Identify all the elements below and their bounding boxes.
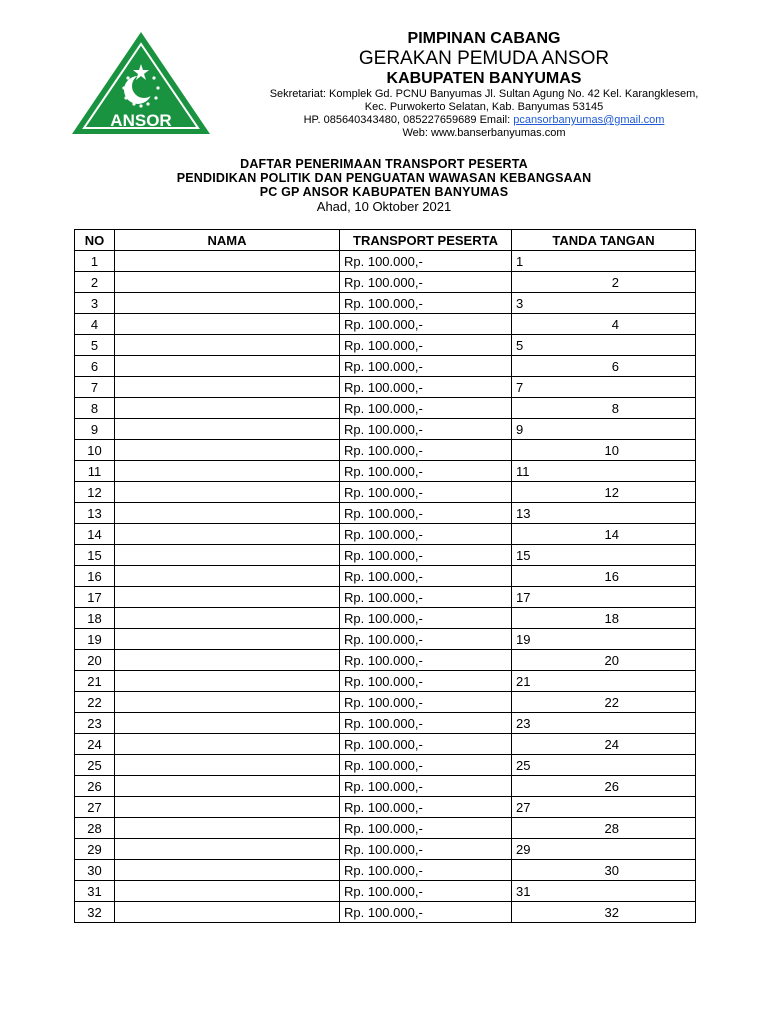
amount-cell: Rp. 100.000,- bbox=[340, 503, 512, 524]
name-cell[interactable] bbox=[115, 860, 340, 881]
org-line1: PIMPINAN CABANG bbox=[407, 30, 561, 47]
amount-cell: Rp. 100.000,- bbox=[340, 692, 512, 713]
table-row bbox=[75, 776, 696, 797]
amount-cell: Rp. 100.000,- bbox=[340, 587, 512, 608]
name-cell[interactable] bbox=[115, 608, 340, 629]
table-row bbox=[75, 818, 696, 839]
amount-cell: Rp. 100.000,- bbox=[340, 713, 512, 734]
amount-cell: Rp. 100.000,- bbox=[340, 293, 512, 314]
title-line2: PENDIDIKAN POLITIK DAN PENGUATAN WAWASAN KEBANGSAAN bbox=[176, 171, 592, 185]
signature-cell[interactable]: 5 bbox=[512, 335, 696, 356]
table-row bbox=[75, 356, 696, 377]
name-cell[interactable] bbox=[115, 755, 340, 776]
row-number: 11 bbox=[75, 461, 115, 482]
name-cell[interactable] bbox=[115, 503, 340, 524]
row-number: 21 bbox=[75, 671, 115, 692]
row-number: 19 bbox=[75, 629, 115, 650]
contact-phones: HP. 085640343480, 085227659689 Email: bbox=[303, 114, 514, 126]
table-header-row bbox=[75, 230, 696, 251]
signature-cell[interactable]: 1 bbox=[512, 251, 696, 272]
address-line2: Kec. Purwokerto Selatan, Kab. Banyumas 53145 bbox=[364, 101, 604, 113]
amount-cell: Rp. 100.000,- bbox=[340, 461, 512, 482]
table-row bbox=[75, 692, 696, 713]
amount-cell: Rp. 100.000,- bbox=[340, 860, 512, 881]
signature-cell[interactable]: 2 bbox=[512, 272, 696, 293]
title-line1: DAFTAR PENERIMAAN TRANSPORT PESERTA bbox=[240, 157, 528, 171]
name-cell[interactable] bbox=[115, 818, 340, 839]
name-cell[interactable] bbox=[115, 566, 340, 587]
row-number: 31 bbox=[75, 881, 115, 902]
table-row bbox=[75, 251, 696, 272]
row-number: 24 bbox=[75, 734, 115, 755]
amount-cell: Rp. 100.000,- bbox=[340, 608, 512, 629]
name-cell[interactable] bbox=[115, 776, 340, 797]
name-cell[interactable] bbox=[115, 356, 340, 377]
title-date: Ahad, 10 Oktober 2021 bbox=[316, 199, 452, 214]
header-tanda-tangan: TANDA TANGAN bbox=[512, 230, 696, 251]
table-row bbox=[75, 314, 696, 335]
row-number: 13 bbox=[75, 503, 115, 524]
signature-cell[interactable]: 8 bbox=[512, 398, 696, 419]
name-cell[interactable] bbox=[115, 524, 340, 545]
name-cell[interactable] bbox=[115, 335, 340, 356]
signature-cell[interactable]: 12 bbox=[512, 482, 696, 503]
row-number: 10 bbox=[75, 440, 115, 461]
signature-cell[interactable]: 29 bbox=[512, 839, 696, 860]
signature-cell[interactable]: 27 bbox=[512, 797, 696, 818]
row-number: 16 bbox=[75, 566, 115, 587]
name-cell[interactable] bbox=[115, 377, 340, 398]
signature-cell[interactable]: 3 bbox=[512, 293, 696, 314]
table-row bbox=[75, 461, 696, 482]
amount-cell: Rp. 100.000,- bbox=[340, 629, 512, 650]
signature-cell[interactable]: 15 bbox=[512, 545, 696, 566]
table-row bbox=[75, 419, 696, 440]
amount-cell: Rp. 100.000,- bbox=[340, 818, 512, 839]
table-row bbox=[75, 860, 696, 881]
name-cell[interactable] bbox=[115, 440, 340, 461]
name-cell[interactable] bbox=[115, 650, 340, 671]
signature-cell[interactable]: 23 bbox=[512, 713, 696, 734]
logo-text: ANSOR bbox=[110, 111, 172, 130]
org-line2: GERAKAN PEMUDA ANSOR bbox=[358, 48, 610, 69]
row-number: 15 bbox=[75, 545, 115, 566]
row-number: 5 bbox=[75, 335, 115, 356]
name-cell[interactable] bbox=[115, 881, 340, 902]
signature-cell[interactable]: 22 bbox=[512, 692, 696, 713]
table-row bbox=[75, 881, 696, 902]
amount-cell: Rp. 100.000,- bbox=[340, 356, 512, 377]
amount-cell: Rp. 100.000,- bbox=[340, 566, 512, 587]
name-cell[interactable] bbox=[115, 419, 340, 440]
transport-table bbox=[74, 229, 696, 923]
amount-cell: Rp. 100.000,- bbox=[340, 839, 512, 860]
signature-cell[interactable]: 16 bbox=[512, 566, 696, 587]
name-cell[interactable] bbox=[115, 629, 340, 650]
signature-cell[interactable]: 14 bbox=[512, 524, 696, 545]
name-cell[interactable] bbox=[115, 293, 340, 314]
table-row bbox=[75, 650, 696, 671]
signature-cell[interactable]: 28 bbox=[512, 818, 696, 839]
amount-cell: Rp. 100.000,- bbox=[340, 440, 512, 461]
amount-cell: Rp. 100.000,- bbox=[340, 797, 512, 818]
signature-cell[interactable]: 31 bbox=[512, 881, 696, 902]
signature-cell[interactable]: 13 bbox=[512, 503, 696, 524]
row-number: 6 bbox=[75, 356, 115, 377]
table-row bbox=[75, 797, 696, 818]
signature-cell[interactable]: 24 bbox=[512, 734, 696, 755]
row-number: 12 bbox=[75, 482, 115, 503]
signature-cell[interactable]: 18 bbox=[512, 608, 696, 629]
amount-cell: Rp. 100.000,- bbox=[340, 545, 512, 566]
signature-cell[interactable]: 20 bbox=[512, 650, 696, 671]
amount-cell: Rp. 100.000,- bbox=[340, 650, 512, 671]
table-row bbox=[75, 398, 696, 419]
table-row bbox=[75, 629, 696, 650]
amount-cell: Rp. 100.000,- bbox=[340, 734, 512, 755]
row-number: 32 bbox=[75, 902, 115, 923]
table-row bbox=[75, 608, 696, 629]
amount-cell: Rp. 100.000,- bbox=[340, 377, 512, 398]
signature-cell[interactable]: 30 bbox=[512, 860, 696, 881]
amount-cell: Rp. 100.000,- bbox=[340, 671, 512, 692]
amount-cell: Rp. 100.000,- bbox=[340, 482, 512, 503]
web-line: Web: www.banserbanyumas.com bbox=[402, 127, 566, 139]
name-cell[interactable] bbox=[115, 272, 340, 293]
name-cell[interactable] bbox=[115, 902, 340, 923]
amount-cell: Rp. 100.000,- bbox=[340, 335, 512, 356]
row-number: 22 bbox=[75, 692, 115, 713]
signature-cell[interactable]: 26 bbox=[512, 776, 696, 797]
row-number: 4 bbox=[75, 314, 115, 335]
table-row bbox=[75, 734, 696, 755]
ansor-logo bbox=[70, 30, 212, 136]
table-row bbox=[75, 377, 696, 398]
address-line1: Sekretariat: Komplek Gd. PCNU Banyumas Jl. Sultan Agung No. 42 Kel. Karangklesem, bbox=[269, 88, 699, 100]
row-number: 3 bbox=[75, 293, 115, 314]
signature-cell[interactable]: 19 bbox=[512, 629, 696, 650]
table-row bbox=[75, 524, 696, 545]
row-number: 17 bbox=[75, 587, 115, 608]
amount-cell: Rp. 100.000,- bbox=[340, 398, 512, 419]
email-link[interactable]: pcansorbanyumas@gmail.com bbox=[513, 114, 665, 126]
row-number: 7 bbox=[75, 377, 115, 398]
table-row bbox=[75, 545, 696, 566]
signature-cell[interactable]: 7 bbox=[512, 377, 696, 398]
row-number: 2 bbox=[75, 272, 115, 293]
signature-cell[interactable]: 17 bbox=[512, 587, 696, 608]
header-no: NO bbox=[75, 230, 115, 251]
row-number: 29 bbox=[75, 839, 115, 860]
signature-cell[interactable]: 4 bbox=[512, 314, 696, 335]
name-cell[interactable] bbox=[115, 671, 340, 692]
amount-cell: Rp. 100.000,- bbox=[340, 776, 512, 797]
name-cell[interactable] bbox=[115, 398, 340, 419]
table-row bbox=[75, 335, 696, 356]
row-number: 23 bbox=[75, 713, 115, 734]
table-row bbox=[75, 272, 696, 293]
signature-cell[interactable]: 10 bbox=[512, 440, 696, 461]
name-cell[interactable] bbox=[115, 713, 340, 734]
row-number: 26 bbox=[75, 776, 115, 797]
amount-cell: Rp. 100.000,- bbox=[340, 419, 512, 440]
row-number: 30 bbox=[75, 860, 115, 881]
name-cell[interactable] bbox=[115, 251, 340, 272]
table-row bbox=[75, 587, 696, 608]
signature-cell[interactable]: 32 bbox=[512, 902, 696, 923]
name-cell[interactable] bbox=[115, 839, 340, 860]
amount-cell: Rp. 100.000,- bbox=[340, 881, 512, 902]
document-title bbox=[60, 157, 708, 214]
table-row bbox=[75, 293, 696, 314]
table-row bbox=[75, 755, 696, 776]
name-cell[interactable] bbox=[115, 314, 340, 335]
amount-cell: Rp. 100.000,- bbox=[340, 314, 512, 335]
amount-cell: Rp. 100.000,- bbox=[340, 902, 512, 923]
table-row bbox=[75, 839, 696, 860]
row-number: 14 bbox=[75, 524, 115, 545]
row-number: 20 bbox=[75, 650, 115, 671]
amount-cell: Rp. 100.000,- bbox=[340, 272, 512, 293]
header-transport: TRANSPORT PESERTA bbox=[340, 230, 512, 251]
name-cell[interactable] bbox=[115, 482, 340, 503]
name-cell[interactable] bbox=[115, 461, 340, 482]
title-line3: PC GP ANSOR KABUPATEN BANYUMAS bbox=[259, 185, 509, 199]
signature-cell[interactable]: 9 bbox=[512, 419, 696, 440]
name-cell[interactable] bbox=[115, 587, 340, 608]
table-row bbox=[75, 503, 696, 524]
signature-cell[interactable]: 6 bbox=[512, 356, 696, 377]
header-nama: NAMA bbox=[115, 230, 340, 251]
org-header bbox=[216, 30, 752, 140]
name-cell[interactable] bbox=[115, 545, 340, 566]
row-number: 18 bbox=[75, 608, 115, 629]
table-row bbox=[75, 482, 696, 503]
org-line3: KABUPATEN BANYUMAS bbox=[386, 70, 582, 87]
name-cell[interactable] bbox=[115, 692, 340, 713]
signature-cell[interactable]: 21 bbox=[512, 671, 696, 692]
table-row bbox=[75, 566, 696, 587]
row-number: 25 bbox=[75, 755, 115, 776]
table-row bbox=[75, 671, 696, 692]
table-row bbox=[75, 440, 696, 461]
row-number: 1 bbox=[75, 251, 115, 272]
row-number: 8 bbox=[75, 398, 115, 419]
signature-cell[interactable]: 11 bbox=[512, 461, 696, 482]
table-row bbox=[75, 902, 696, 923]
contact-line bbox=[216, 114, 752, 127]
amount-cell: Rp. 100.000,- bbox=[340, 524, 512, 545]
signature-cell[interactable]: 25 bbox=[512, 755, 696, 776]
amount-cell: Rp. 100.000,- bbox=[340, 755, 512, 776]
name-cell[interactable] bbox=[115, 734, 340, 755]
amount-cell: Rp. 100.000,- bbox=[340, 251, 512, 272]
row-number: 28 bbox=[75, 818, 115, 839]
row-number: 9 bbox=[75, 419, 115, 440]
table-row bbox=[75, 713, 696, 734]
row-number: 27 bbox=[75, 797, 115, 818]
name-cell[interactable] bbox=[115, 797, 340, 818]
